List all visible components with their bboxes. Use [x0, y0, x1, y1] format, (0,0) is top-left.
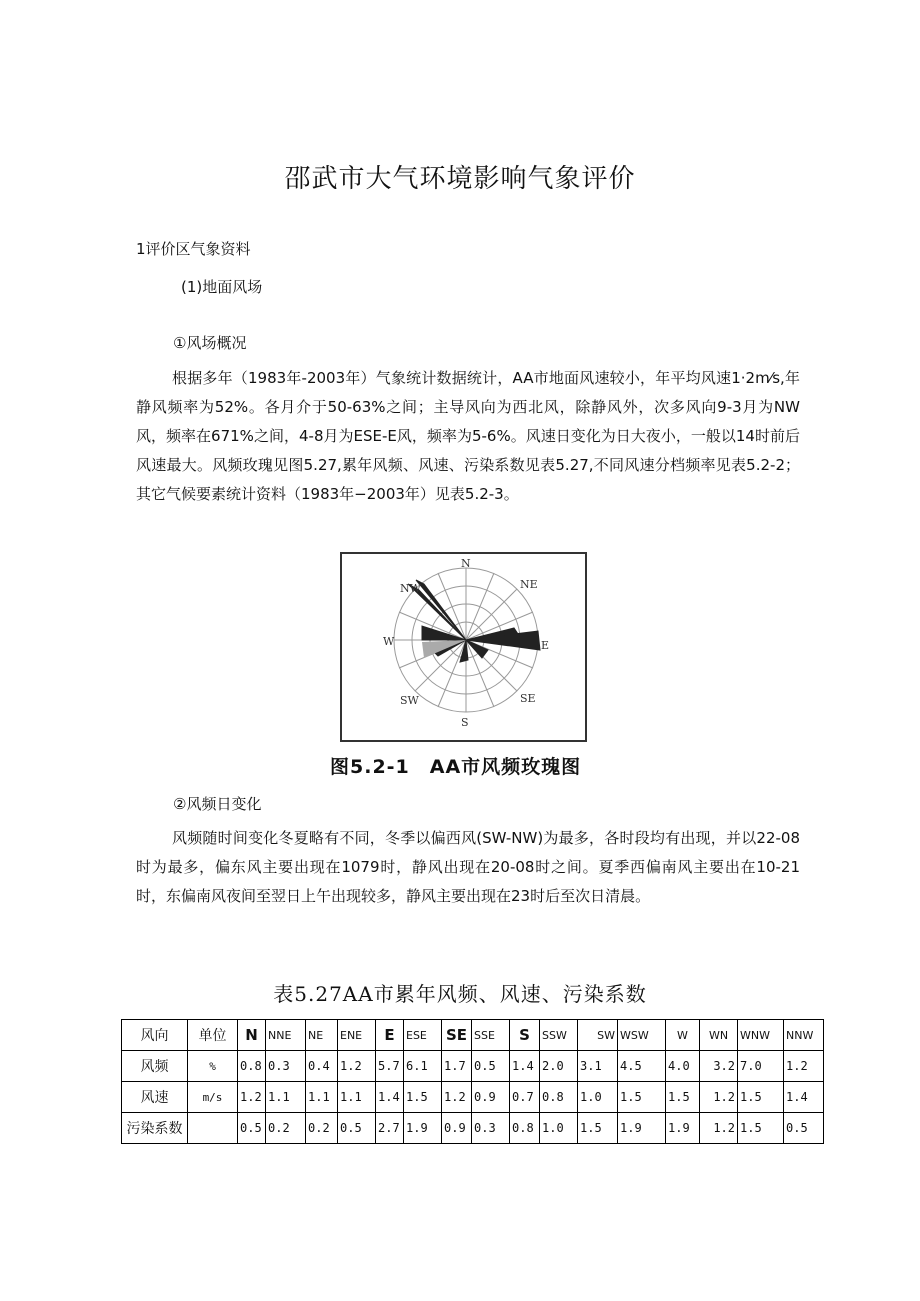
table-row-pollution — [122, 1113, 824, 1144]
row-label: 污染系数 — [122, 1113, 188, 1144]
item-heading-diurnal: ②风频日变化 — [173, 795, 262, 813]
header-cell-nne: NNE — [266, 1020, 306, 1051]
rose-label-s: S — [461, 716, 469, 729]
row-unit — [188, 1113, 238, 1144]
header-cell-ese: ESE — [404, 1020, 442, 1051]
header-cell-n: N — [238, 1020, 266, 1051]
table-row-frequency — [122, 1051, 824, 1082]
table-cell: 0.5 — [238, 1113, 266, 1144]
header-cell-se: SE — [442, 1020, 472, 1051]
table-cell: 1.9 — [618, 1113, 666, 1144]
table-cell: 1.1 — [338, 1082, 376, 1113]
table-cell: 0.3 — [472, 1113, 510, 1144]
wind-rose-chart — [342, 554, 585, 740]
table-cell: 1.2 — [238, 1082, 266, 1113]
table-cell: 0.2 — [266, 1113, 306, 1144]
header-cell-e: E — [376, 1020, 404, 1051]
table-cell: 0.8 — [510, 1113, 540, 1144]
wind-rose-figure — [340, 552, 587, 742]
header-cell-nnw: NNW — [784, 1020, 824, 1051]
table-cell: 0.5 — [784, 1113, 824, 1144]
header-cell-ssw: SSW — [540, 1020, 578, 1051]
table-cell: 7.0 — [738, 1051, 784, 1082]
header-cell-ne: NE — [306, 1020, 338, 1051]
table-cell: 3.2 — [700, 1051, 738, 1082]
table-cell: 3.1 — [578, 1051, 618, 1082]
page-title: 邵武市大气环境影响气象评价 — [284, 164, 636, 194]
table-cell: 1.0 — [578, 1082, 618, 1113]
header-cell-wsw: WSW — [618, 1020, 666, 1051]
table-cell: 1.5 — [666, 1082, 700, 1113]
table-cell: 0.8 — [238, 1051, 266, 1082]
table-cell: 1.4 — [784, 1082, 824, 1113]
header-cell-w: W — [666, 1020, 700, 1051]
rose-label-n: N — [461, 557, 471, 570]
table-row-speed — [122, 1082, 824, 1113]
header-cell-ene: ENE — [338, 1020, 376, 1051]
table-cell: 1.9 — [404, 1113, 442, 1144]
table-cell: 1.7 — [442, 1051, 472, 1082]
table-cell: 0.4 — [306, 1051, 338, 1082]
rose-label-w: W — [383, 635, 395, 648]
table-cell: 6.1 — [404, 1051, 442, 1082]
table-cell: 1.5 — [738, 1082, 784, 1113]
table-cell: 0.5 — [472, 1051, 510, 1082]
table-title: 表5.27AA市累年风频、风速、污染系数 — [273, 982, 647, 1006]
table-cell: 0.9 — [472, 1082, 510, 1113]
table-cell: 0.3 — [266, 1051, 306, 1082]
header-cell-sw: SW — [578, 1020, 618, 1051]
row-unit: m/s — [188, 1082, 238, 1113]
rose-label-e: E — [541, 639, 550, 652]
table-cell: 1.4 — [376, 1082, 404, 1113]
table-cell: 2.7 — [376, 1113, 404, 1144]
table-cell: 1.2 — [784, 1051, 824, 1082]
table-cell: 1.9 — [666, 1113, 700, 1144]
header-cell-wn: WN — [700, 1020, 738, 1051]
paragraph-diurnal: 风频随时间变化冬夏略有不同，冬季以偏西风(SW-NW)为最多，各时段均有出现，并以22-08时为最多，偏东风主要出现在1079时，静风出现在20-08时之间。夏季西偏南风主要出在10-21时，东偏南风夜间至翌日上午出现较多，静风主要出现在23时后至次日清晨。 — [136, 829, 800, 905]
table-cell: 5.7 — [376, 1051, 404, 1082]
table-cell: 4.5 — [618, 1051, 666, 1082]
table-cell: 1.5 — [738, 1113, 784, 1144]
figure-caption: 图5.2-1 AA市风频玫瑰图 — [330, 756, 582, 778]
table-cell: 0.7 — [510, 1082, 540, 1113]
rose-label-nw: NW — [400, 582, 421, 595]
table-cell: 0.9 — [442, 1113, 472, 1144]
table-cell: 0.5 — [338, 1113, 376, 1144]
table-cell: 1.2 — [338, 1051, 376, 1082]
table-cell: 1.5 — [404, 1082, 442, 1113]
subsection-heading-1: (1)地面风场 — [181, 278, 263, 296]
table-header-row — [122, 1020, 824, 1051]
row-label: 风频 — [122, 1051, 188, 1082]
table-cell: 1.5 — [578, 1113, 618, 1144]
table-cell: 1.1 — [306, 1082, 338, 1113]
table-cell: 1.2 — [442, 1082, 472, 1113]
header-cell-sse: SSE — [472, 1020, 510, 1051]
table-cell: 0.8 — [540, 1082, 578, 1113]
paragraph-wind-overview: 根据多年（1983年-2003年）气象统计数据统计，AA市地面风速较小，年平均风速1·2m⁄s,年静风频率为52%。各月介于50-63%之间；主导风向为西北风，除静风外，次多风向9-3月为NW风，频率在671%之间，4-8月为ESE-E风，频率为5-6%。风速日变化为日大夜小，一般以14时前后风速最大。风频玫瑰见图5.27,累年风频、风速、污染系数见表5.27,不同风速分档频率见表5.2-2；其它气候要素统计资料（1983年−2003年）见表5.2-3。 — [136, 369, 800, 503]
wind-data-table — [121, 1019, 824, 1144]
rose-label-ne: NE — [520, 578, 538, 591]
header-cell-s: S — [510, 1020, 540, 1051]
item-heading-wind-overview: ①风场概况 — [173, 334, 247, 352]
table-cell: 1.0 — [540, 1113, 578, 1144]
table-cell: 1.5 — [618, 1082, 666, 1113]
header-cell-unit: 单位 — [188, 1020, 238, 1051]
row-label: 风速 — [122, 1082, 188, 1113]
table-cell: 1.1 — [266, 1082, 306, 1113]
table-cell: 1.2 — [700, 1113, 738, 1144]
rose-label-sw: SW — [400, 694, 419, 707]
rose-label-se: SE — [520, 692, 536, 705]
section-heading-1: 1评价区气象资料 — [136, 240, 251, 258]
table-cell: 1.2 — [700, 1082, 738, 1113]
header-cell-direction: 风向 — [122, 1020, 188, 1051]
table-cell: 4.0 — [666, 1051, 700, 1082]
table-cell: 0.2 — [306, 1113, 338, 1144]
header-cell-wnw: WNW — [738, 1020, 784, 1051]
table-cell: 1.4 — [510, 1051, 540, 1082]
row-unit: % — [188, 1051, 238, 1082]
table-cell: 2.0 — [540, 1051, 578, 1082]
